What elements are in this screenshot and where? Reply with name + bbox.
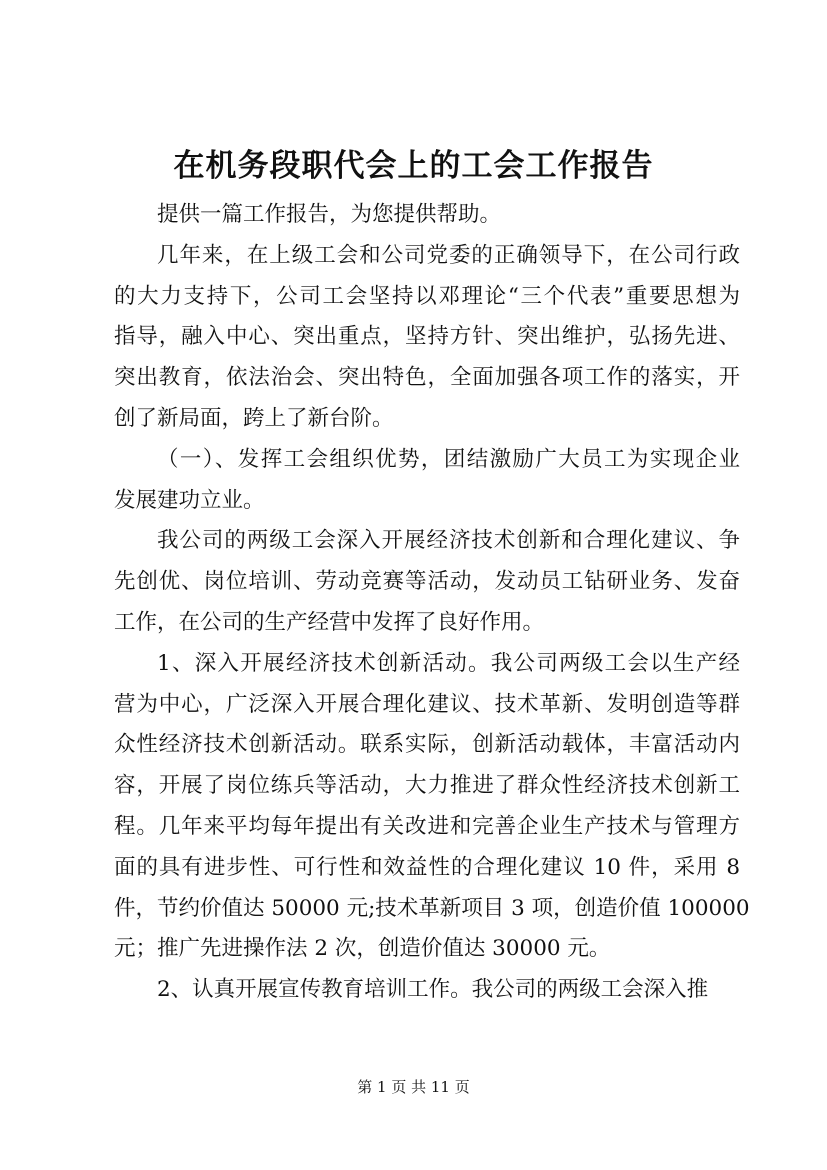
paragraph-line: 工作，在公司的生产经营中发挥了良好作用。 <box>114 609 545 635</box>
paragraph-line: 先创优、岗位培训、劳动竞赛等活动，发动员工钻研业务、发奋 <box>114 569 740 595</box>
paragraph-line: 面的具有进步性、可行性和效益性的合理化建议 10 件，采用 8 <box>114 854 740 880</box>
paragraph-line: 元；推广先进操作法 2 次，创造价值达 30000 元。 <box>114 936 611 962</box>
paragraph-line: 件，节约价值达 50000 元;技术革新项目 3 项，创造价值 100000 <box>114 895 750 921</box>
paragraph-line: 1、深入开展经济技术创新活动。我公司两级工会以生产经 <box>157 650 740 676</box>
document-title: 在机务段职代会上的工会工作报告 <box>173 148 654 184</box>
paragraph-line: 程。几年来平均每年提出有关改进和完善企业生产技术与管理方 <box>114 813 740 839</box>
paragraph-line: 创了新局面，跨上了新台阶。 <box>114 405 394 431</box>
paragraph-line: 发展建功立业。 <box>114 487 265 513</box>
paragraph-line: 的大力支持下，公司工会坚持以邓理论“三个代表”重要思想为 <box>114 283 740 309</box>
document-body <box>114 195 750 1011</box>
paragraph-line: （一）、发挥工会组织优势，团结激励广大员工为实现企业 <box>157 446 740 472</box>
paragraph-line: 指导，融入中心、突出重点，坚持方针、突出维护，弘扬先进、 <box>114 324 740 350</box>
paragraph-line: 我公司的两级工会深入开展经济技术创新和合理化建议、争 <box>157 528 740 554</box>
paragraph-line: 众性经济技术创新活动。联系实际，创新活动载体，丰富活动内 <box>114 732 740 758</box>
paragraph-line: 2、认真开展宣传教育培训工作。我公司的两级工会深入推 <box>157 977 709 1003</box>
paragraph-line: 营为中心，广泛深入开展合理化建议、技术革新、发明创造等群 <box>114 691 740 717</box>
paragraph-line: 突出教育，依法治会、突出特色，全面加强各项工作的落实，开 <box>114 365 740 391</box>
paragraph-line: 提供一篇工作报告，为您提供帮助。 <box>157 202 502 227</box>
paragraph-line: 几年来，在上级工会和公司党委的正确领导下，在公司行政 <box>157 242 740 268</box>
page-footer: 第 1 页 共 11 页 <box>357 1078 470 1096</box>
paragraph-line: 容，开展了岗位练兵等活动，大力推进了群众性经济技术创新工 <box>114 773 740 799</box>
